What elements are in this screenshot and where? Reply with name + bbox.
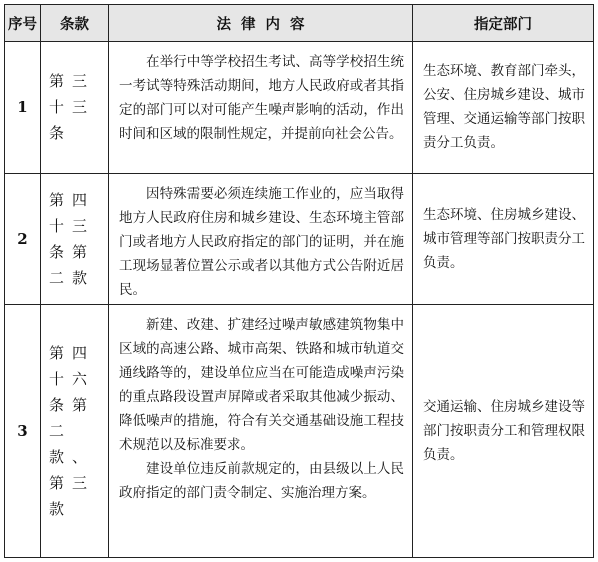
row-department xyxy=(413,173,594,305)
row-department xyxy=(413,42,594,174)
department-text: 生态环境、住房城乡建设、城市管理等部门按职责分工负责。 xyxy=(423,206,585,271)
table-row xyxy=(5,305,594,558)
clause-text: 第四十六条第二款、第三款 xyxy=(49,344,96,519)
row-department xyxy=(413,305,594,558)
row-content xyxy=(109,42,413,174)
row-clause xyxy=(41,305,109,558)
regulation-table xyxy=(4,4,594,558)
row-number: 3 xyxy=(5,305,41,558)
header-row xyxy=(5,5,594,42)
department-text: 生态环境、教育部门牵头，公安、住房城乡建设、城市管理、交通运输等部门按职责分工负责。 xyxy=(423,63,585,152)
table-row xyxy=(5,173,594,305)
row-clause xyxy=(41,42,109,174)
row-clause xyxy=(41,173,109,305)
header-number: 序号 xyxy=(5,5,41,42)
header-clause: 条款 xyxy=(41,5,109,42)
department-text: 交通运输、住房城乡建设等部门按职责分工和管理权限负责。 xyxy=(423,399,585,464)
content-paragraph: 因特殊需要必须连续施工作业的，应当取得地方人民政府住房和城乡建设、生态环境主管部门或者地方人民政府指定的部门的证明，并在施工现场显著位置公示或者以其他方式公告附近居民。 xyxy=(119,185,404,298)
content-paragraph: 建设单位违反前款规定的，由县级以上人民政府指定的部门责令制定、实施治理方案。 xyxy=(119,461,404,502)
clause-text: 第四十三条第二款 xyxy=(49,190,96,287)
row-number: 1 xyxy=(5,42,41,174)
table-row xyxy=(5,42,594,174)
header-content xyxy=(109,5,413,42)
content-paragraph: 在举行中等学校招生考试、高等学校招生统一考试等特殊活动期间，地方人民政府或者其指定的部门可以对可能产生噪声影响的活动，作出时间和区域的限制性规定，并提前向社会公告。 xyxy=(119,54,404,142)
header-department: 指定部门 xyxy=(413,5,594,42)
header-content-label: 法律内容 xyxy=(216,16,315,33)
row-content xyxy=(109,305,413,558)
clause-text: 第三十三条 xyxy=(49,72,96,143)
content-paragraph: 新建、改建、扩建经过噪声敏感建筑物集中区域的高速公路、城市高架、铁路和城市轨道交通线路等的，建设单位应当在可能造成噪声污染的重点路段设置声屏障或者采取其他减少振动、降低噪声的措施，符合有关交通基础设施工程技术规范以及标准要求。 xyxy=(119,317,404,454)
row-number: 2 xyxy=(5,173,41,305)
row-content xyxy=(109,173,413,305)
